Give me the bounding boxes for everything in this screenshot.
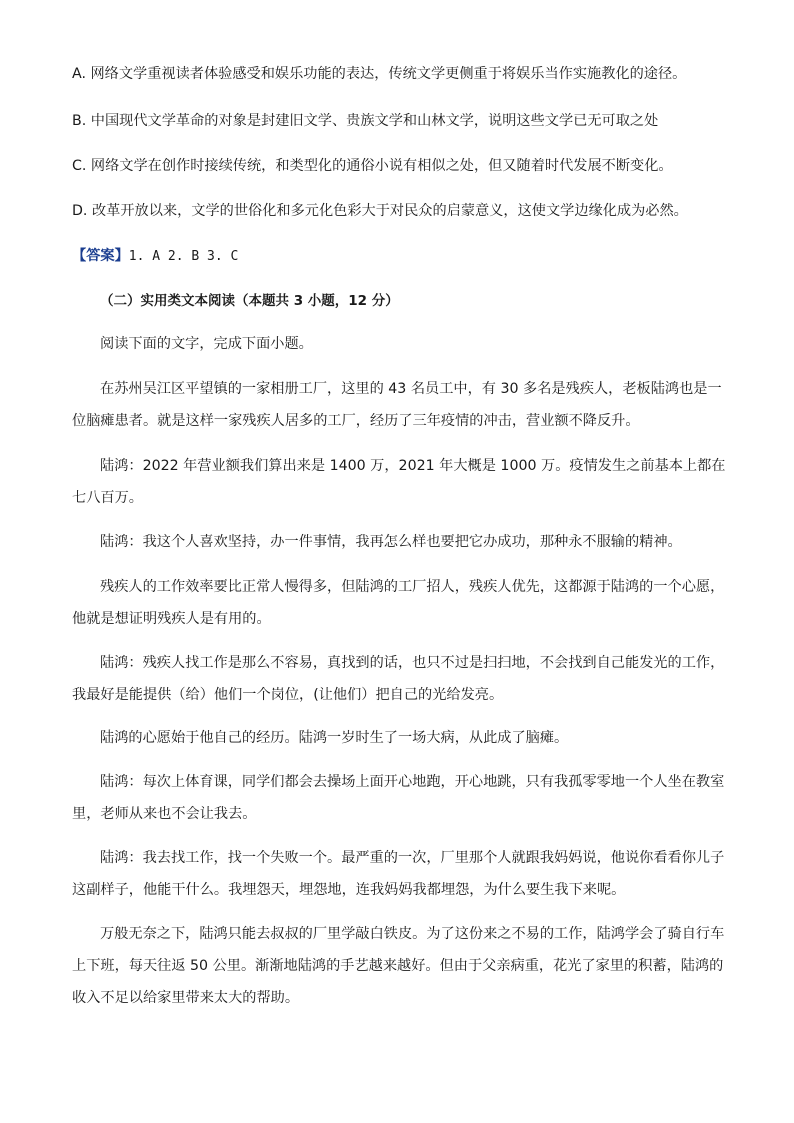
paragraph: 陆鸿的心愿始于他自己的经历。陆鸿一岁时生了一场大病，从此成了脑瘫。	[100, 730, 569, 746]
paragraph: 万般无奈之下，陆鸿只能去叔叔的厂里学敲白铁皮。为了这份来之不易的工作，陆鸿学会了骑自行车上下班，每天往返 50 公里。渐渐地陆鸿的手艺越来越好。但由于父亲病重，花光了家里的积蓄，陆鸿的收入不足以给家里带来太大的帮助。	[72, 926, 725, 1006]
paragraph: 残疾人的工作效率要比正常人慢得多，但陆鸿的工厂招人，残疾人优先，这都源于陆鸿的一个心愿，他就是想证明残疾人是有用的。	[72, 579, 725, 627]
paragraph: 阅读下面的文字，完成下面小题。	[100, 336, 313, 352]
answer-line	[72, 246, 238, 267]
paragraph: 陆鸿：我去找工作，找一个失败一个。最严重的一次，厂里那个人就跟我妈妈说，他说你看看你儿子这副样子，他能干什么。我埋怨天，埋怨地，连我妈妈我都埋怨，为什么要生我下来呢。	[72, 850, 725, 898]
paragraph: 陆鸿：残疾人找工作是那么不容易，真找到的话，也只不过是扫扫地，不会找到自己能发光的工作，我最好是能提供（给）他们一个岗位，(让他们）把自己的光给发亮。	[72, 655, 725, 703]
paragraph: 陆鸿：2022 年营业额我们算出来是 1400 万，2021 年大概是 1000 万。疫情发生之前基本上都在七八百万。	[72, 458, 726, 506]
paragraph: 在苏州吴江区平望镇的一家相册工厂，这里的 43 名员工中，有 30 多名是残疾人，老板陆鸿也是一位脑瘫患者。就是这样一家残疾人居多的工厂，经历了三年疫情的冲击，营业额不降反升。	[72, 381, 722, 429]
option-c: C. 网络文学在创作时接续传统，和类型化的通俗小说有相似之处，但又随着时代发展不断变化。	[72, 158, 673, 174]
option-b: B. 中国现代文学革命的对象是封建旧文学、贵族文学和山林文学，说明这些文学已无可取之处	[72, 113, 659, 129]
answer-tag: 【答案】	[72, 248, 129, 264]
answer-text: 1. A 2. B 3. C	[128, 249, 239, 264]
option-a: A. 网络文学重视读者体验感受和娱乐功能的表达，传统文学更侧重于将娱乐当作实施教化的途径。	[72, 66, 687, 82]
paragraph: 陆鸿：我这个人喜欢坚持，办一件事情，我再怎么样也要把它办成功，那种永不服输的精神。	[100, 534, 682, 550]
paragraph: 陆鸿：每次上体育课，同学们都会去操场上面开心地跑，开心地跳，只有我孤零零地一个人坐在教室里，老师从来也不会让我去。	[72, 774, 725, 822]
option-d: D. 改革开放以来，文学的世俗化和多元化色彩大于对民众的启蒙意义，这使文学边缘化成为必然。	[72, 203, 688, 219]
section-title: （二）实用类文本阅读（本题共 3 小题，12 分）	[100, 293, 399, 309]
